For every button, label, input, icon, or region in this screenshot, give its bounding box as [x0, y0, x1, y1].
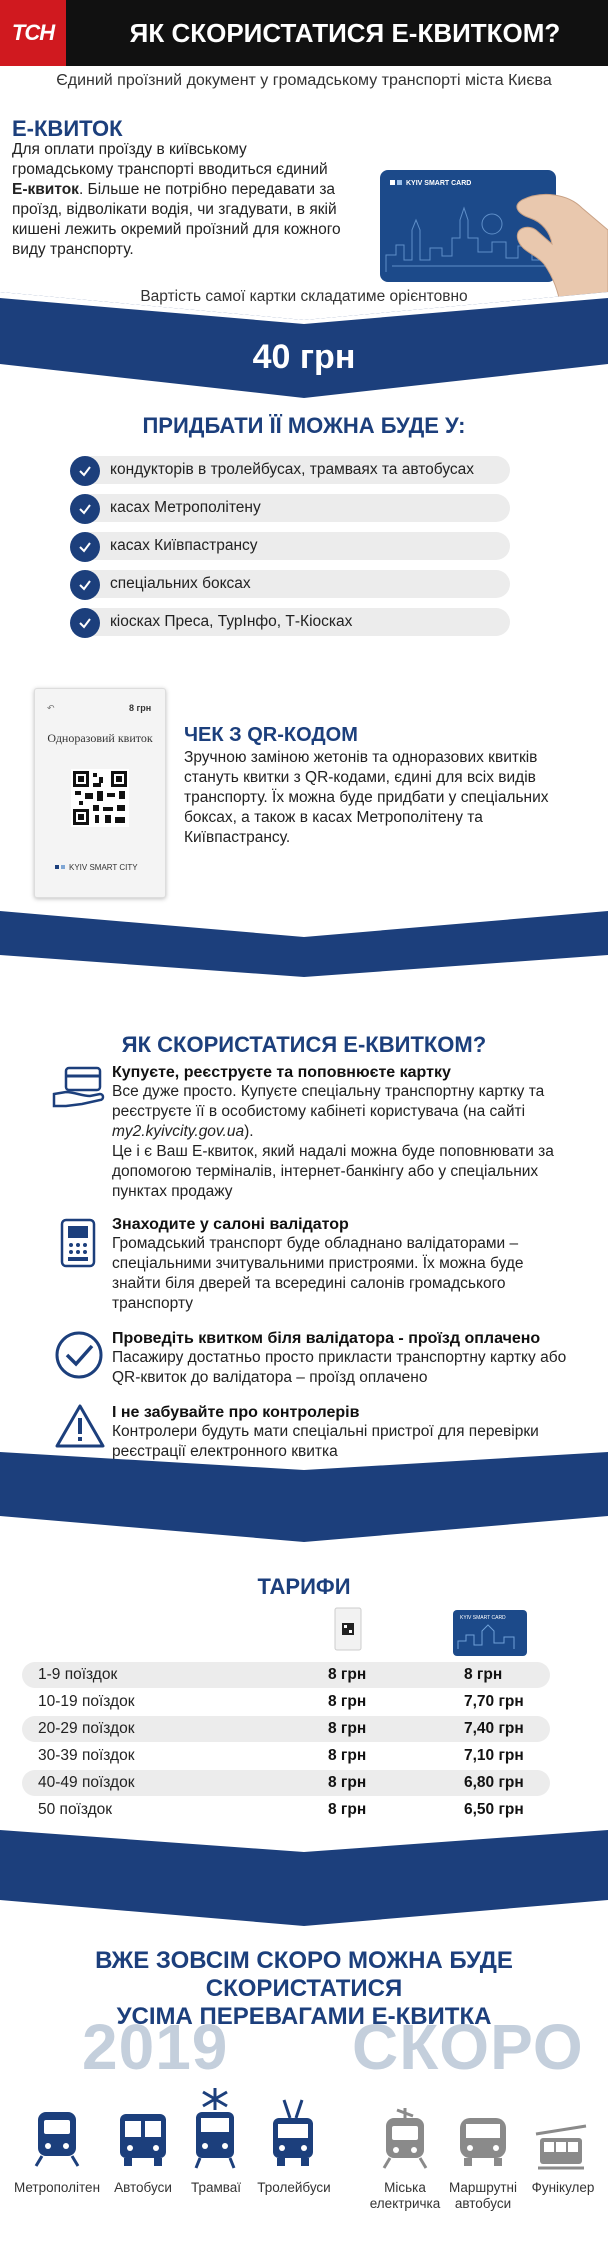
table-row: [22, 1770, 550, 1796]
metro-icon: [32, 2108, 82, 2170]
step-text: Пасажиру достатньо просто прикласти транспортну картку або QR-квиток до валідатора – проїзд оплачено: [112, 1349, 567, 1386]
check-icon: [70, 532, 100, 562]
table-row: [22, 1689, 550, 1715]
location-label: касах Метрополітену: [110, 499, 261, 516]
tariff-trips: 20-29 поїздок: [38, 1720, 135, 1737]
step-text: Це і є Ваш Е-квиток, який надалі можна буде поповнювати за допомогою терміналів, інтернет-банкінгу або у спеціальних пунктах продажу: [112, 1143, 554, 1200]
year-2019: 2019: [82, 2011, 229, 2083]
page-title: ЯК СКОРИСТАТИСЯ Е-КВИТКОМ?: [129, 17, 561, 48]
card-brand-mark: [397, 180, 402, 185]
transport-label-tram: Трамваї: [190, 2180, 242, 2195]
step-find-validator: [112, 1216, 572, 1314]
checkmark-circle-icon: [54, 1330, 104, 1380]
transport-label-line: електричка: [369, 2196, 441, 2211]
location-label: кондукторів в тролейбусах, трамваях та автобусах: [110, 461, 475, 478]
ticket-brand-mark: [61, 865, 65, 869]
price-label: Вартість самої картки складатиме орієнтовно: [140, 288, 468, 305]
tram-icon: [190, 2086, 240, 2170]
qr-section-text: Зручною заміною жетонів та одноразових квитків стануть квитки з QR-кодами, єдині для всіх видів транспорту. Їх можна буде придбати у спеціальних боксах, а також в касах Метрополітену та Київпастрансу.: [184, 749, 549, 846]
tariff-qr-price: 8 грн: [328, 1801, 367, 1818]
qr-section-title: ЧЕК З QR-КОДОМ: [184, 724, 358, 746]
smart-card-icon: [452, 1609, 528, 1657]
tariff-trips: 50 поїздок: [38, 1801, 113, 1818]
how-to-title: ЯК СКОРИСТАТИСЯ Е-КВИТКОМ?: [121, 1032, 487, 1057]
location-item: [76, 570, 510, 598]
step-heading: Купуєте, реєструєте та поповнюєте картку: [112, 1064, 451, 1081]
tariff-qr-price: 8 грн: [328, 1747, 367, 1764]
ticket-name: Одноразовий квиток: [47, 731, 153, 745]
tariff-qr-price: 8 грн: [328, 1693, 367, 1710]
qr-code-icon: [71, 769, 129, 827]
step-text: Громадський транспорт буде обладнано валідаторами – спеціальними зчитувальними пристроями. Їх можна буде знайти біля дверей та всередині салонів громадського транспорту: [112, 1235, 524, 1312]
location-item: [76, 532, 510, 560]
step-text-part: Все дуже просто. Купуєте спеціальну транспортну картку та реєструєте її в особистому кабінеті користувача (на сайті: [112, 1083, 545, 1120]
soon-word: СКОРО: [352, 2011, 584, 2083]
transport-label-trolleybus: Тролейбуси: [257, 2180, 331, 2195]
tariff-trips: 40-49 поїздок: [38, 1774, 135, 1791]
validator-icon: [56, 1218, 100, 1268]
decor-band: [0, 905, 608, 977]
tariff-trips: 30-39 поїздок: [38, 1747, 135, 1764]
transport-label-minibus: [440, 2180, 526, 2212]
tariffs-title: ТАРИФИ: [257, 1574, 351, 1599]
step-buy-register: [112, 1064, 572, 1202]
location-label: спеціальних боксах: [110, 575, 251, 592]
location-item: [76, 608, 510, 636]
location-label: касах Київпастрансу: [110, 537, 258, 554]
check-icon: [70, 608, 100, 638]
transport-label-line: Фунікулер: [531, 2180, 595, 2195]
ekvitok-text-after: . Більше не потрібно передавати за проїзд, відволікати водія, чи згадувати, в якій кишені лежить окремий проїзний для кожного виду транспорту.: [12, 181, 341, 258]
qr-ticket-illustration: [34, 688, 166, 898]
table-row: [22, 1743, 550, 1769]
step-text: Контролери будуть мати спеціальні пристрої для перевірки реєстрації електронного квитка: [112, 1423, 539, 1460]
step-heading: Знаходите у салоні валідатор: [112, 1216, 349, 1233]
tariff-qr-price: 8 грн: [328, 1720, 367, 1737]
site-link[interactable]: my2.kyivcity.gov.ua: [112, 1123, 245, 1140]
ekvitok-text-bold: Е-квиток: [12, 181, 79, 198]
step-heading: І не забувайте про контролерів: [112, 1404, 360, 1421]
table-row: [22, 1716, 550, 1742]
qr-ticket-icon: [334, 1607, 362, 1651]
step-heading: Проведіть квитком біля валідатора - проїзд оплачено: [112, 1330, 541, 1347]
tariff-card-price: 7,40 грн: [464, 1720, 524, 1737]
transport-label-line: Маршрутні: [449, 2180, 517, 2195]
trolleybus-icon: [268, 2098, 318, 2170]
decor-band: [0, 1830, 608, 1930]
ticket-price: 8 грн: [129, 703, 152, 713]
tariff-card-price: 7,10 грн: [464, 1747, 524, 1764]
tariff-trips: 10-19 поїздок: [38, 1693, 135, 1710]
card-brand-mark: [390, 180, 395, 185]
buy-locations-title: ПРИДБАТИ ЇЇ МОЖНА БУДЕ У:: [142, 413, 466, 438]
transport-label-city-train: [360, 2180, 450, 2212]
tsn-logo: ТСН: [0, 0, 66, 66]
tariff-card-price: 6,80 грн: [464, 1774, 524, 1791]
page-subtitle: Єдиний проїзний документ у громадському транспорті міста Києва: [56, 72, 552, 89]
location-item: [76, 456, 510, 484]
ticket-brand: KYIV SMART CITY: [69, 863, 138, 872]
soon-title-line: УСІМА ПЕРЕВАГАМИ Е-КВИТКА: [116, 2003, 492, 2030]
step-text-part: ).: [244, 1123, 254, 1140]
ekvitok-title: Е-КВИТОК: [12, 116, 123, 141]
ekvitok-text-line1: [12, 140, 342, 260]
decor-band: [0, 1452, 608, 1542]
tariff-qr-price: 8 грн: [328, 1774, 367, 1791]
tariff-card-price: 6,50 грн: [464, 1801, 524, 1818]
soon-title-line: ВЖЕ ЗОВСІМ СКОРО МОЖНА БУДЕ СКОРИСТАТИСЯ: [95, 1947, 513, 2002]
location-item: [76, 494, 510, 522]
card-price: 40 грн: [252, 338, 356, 376]
transport-label-metro: Метрополітен: [13, 2180, 101, 2195]
location-label: кіосках Преса, ТурІнфо, Т-Кіосках: [110, 613, 353, 630]
step-text: [112, 1082, 572, 1142]
table-row: [22, 1797, 550, 1823]
tariff-card-price: 7,70 грн: [464, 1693, 524, 1710]
minibus-icon: [456, 2112, 510, 2170]
transport-label-line: Міська: [384, 2180, 426, 2195]
card-hand-icon: [52, 1064, 108, 1112]
check-icon: [70, 494, 100, 524]
check-icon: [70, 570, 100, 600]
step-validate: [112, 1330, 572, 1388]
check-icon: [70, 456, 100, 486]
city-train-icon: [380, 2106, 430, 2170]
ticket-brand-mark: [55, 865, 59, 869]
svg-text:KYIV SMART CARD: KYIV SMART CARD: [460, 1615, 506, 1621]
bus-icon: [116, 2112, 170, 2168]
transport-label-bus: Автобуси: [114, 2180, 172, 2195]
tariff-trips: 1-9 поїздок: [38, 1666, 118, 1683]
ticket-back-icon: ↶: [47, 703, 55, 713]
warning-icon: [54, 1402, 106, 1450]
card-label: KYIV SMART CARD: [406, 180, 472, 187]
funicular-icon: [534, 2124, 588, 2170]
transport-label-line: автобуси: [454, 2196, 512, 2211]
table-row: [22, 1662, 550, 1688]
ekvitok-text-before: Для оплати проїзду в київському громадському транспорті вводиться єдиний: [12, 141, 328, 178]
tariff-card-price: 8 грн: [464, 1666, 503, 1683]
transport-label-funicular: [520, 2180, 606, 2196]
tariff-qr-price: 8 грн: [328, 1666, 367, 1683]
